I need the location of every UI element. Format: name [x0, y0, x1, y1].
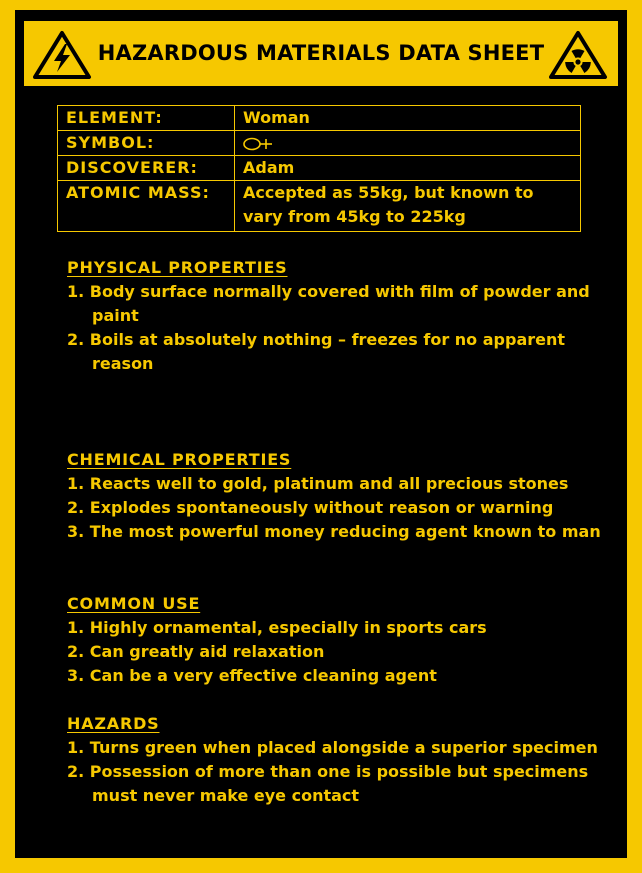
list-item: 1. Turns green when placed alongside a superior specimen: [67, 738, 598, 757]
title-bar: [24, 21, 618, 86]
section-heading: HAZARDS: [67, 714, 160, 733]
hazards-section: [67, 712, 617, 808]
atomic-mass-label: ATOMIC MASS:: [58, 181, 235, 232]
list-item: 2. Explodes spontaneously without reason or warning: [67, 498, 554, 517]
discoverer-label: DISCOVERER:: [58, 156, 235, 181]
physical-properties-section: [67, 256, 617, 376]
table-row: [58, 131, 581, 156]
chemical-properties-section: [67, 448, 617, 544]
table-row: [58, 181, 581, 232]
common-use-section: [67, 592, 617, 688]
data-sheet: [15, 10, 627, 858]
list-item: 1. Highly ornamental, especially in sports cars: [67, 618, 487, 637]
section-heading: CHEMICAL PROPERTIES: [67, 450, 292, 469]
list-item: 3. The most powerful money reducing agent known to man: [67, 522, 601, 541]
symbol-value: [235, 131, 581, 156]
list-item: 2. Possession of more than one is possible but specimens must never make eye contact: [67, 762, 589, 805]
list-item: 2. Boils at absolutely nothing – freezes for no apparent reason: [67, 330, 566, 373]
list-item: 1. Reacts well to gold, platinum and all precious stones: [67, 474, 569, 493]
discoverer-value: Adam: [235, 156, 581, 181]
list-item: 2. Can greatly aid relaxation: [67, 642, 325, 661]
properties-table: [57, 105, 581, 232]
table-row: [58, 156, 581, 181]
list-item: 3. Can be a very effective cleaning agent: [67, 666, 437, 685]
list-item: 1. Body surface normally covered with film of powder and paint: [67, 282, 590, 325]
symbol-label: SYMBOL:: [58, 131, 235, 156]
table-row: [58, 106, 581, 131]
radiation-warning-icon: [548, 30, 608, 80]
female-symbol-icon: [243, 137, 273, 151]
atomic-mass-value: Accepted as 55kg, but known to vary from 45kg to 225kg: [235, 181, 581, 232]
page-title: HAZARDOUS MATERIALS DATA SHEET: [97, 41, 545, 65]
element-value: Woman: [235, 106, 581, 131]
section-heading: COMMON USE: [67, 594, 201, 613]
element-label: ELEMENT:: [58, 106, 235, 131]
section-heading: PHYSICAL PROPERTIES: [67, 258, 288, 277]
